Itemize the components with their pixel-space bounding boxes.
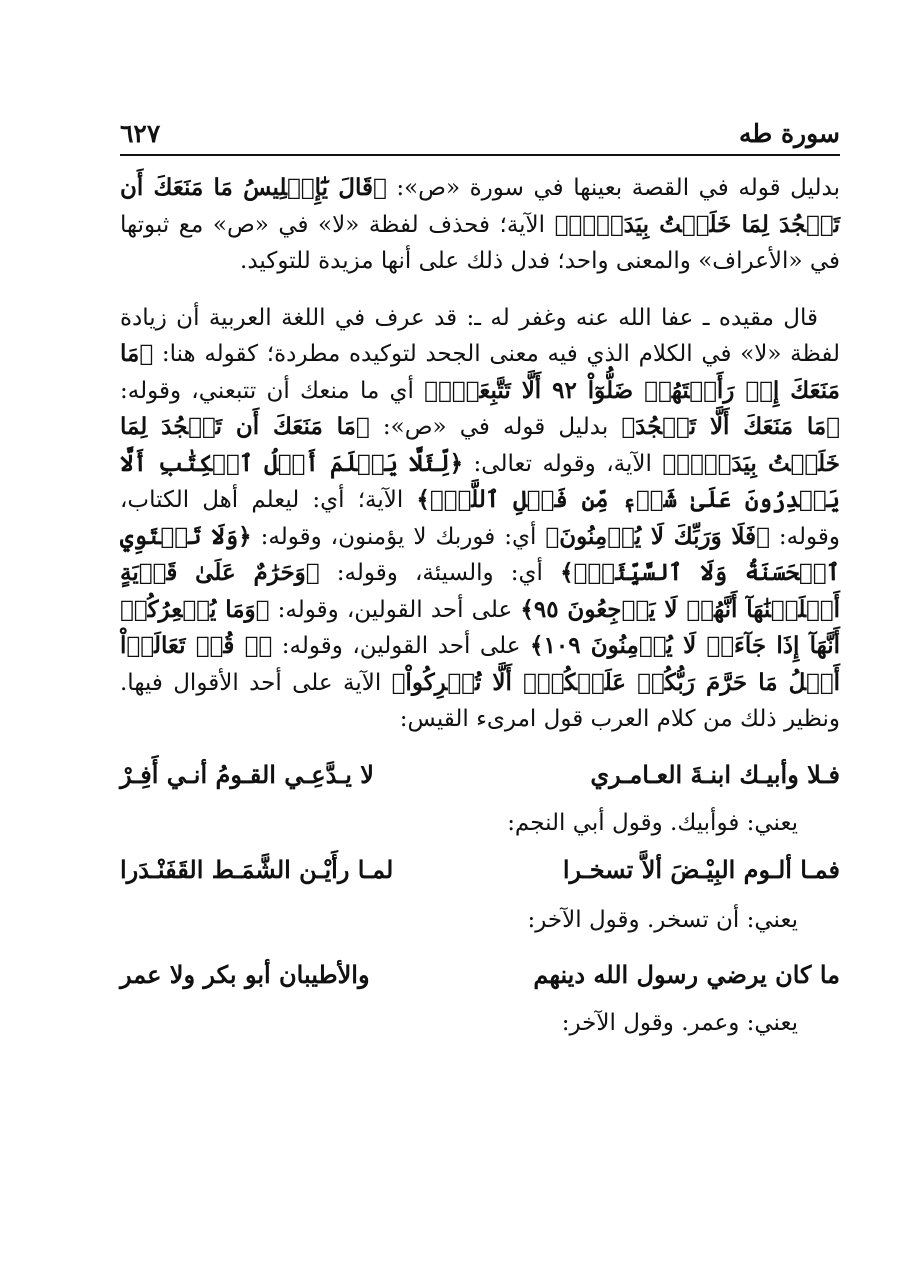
hemistich-left: لا يـدَّعِـي القـومُ أنـي أَفِـرْ bbox=[120, 759, 374, 789]
hemistich-right: فـلا وأبيـك ابنـةَ العـامـري bbox=[590, 759, 840, 789]
paragraph-2 bbox=[120, 300, 840, 738]
quran-verse: ﴿وَمَا يُشۡعِرُكُمۡ أَنَّهَآ إِذَا جَآءَتۡ لَا يُؤۡمِنُونَ ١٠٩﴾ bbox=[120, 595, 840, 659]
quran-verse: ﴿لِّئَلَّا يَعۡلَمَ أَهۡلُ ٱلۡكِتَٰبِ أَلَّا يَقۡدِرُونَ عَلَىٰ شَيۡءٖ مِّن فَضۡلِ ٱللَّهِۙ﴾ bbox=[120, 449, 840, 513]
poetry-verse bbox=[120, 960, 840, 989]
poetry-verse bbox=[120, 855, 840, 884]
text-segment: أي: فوربك لا يؤمنون، وقوله: bbox=[251, 523, 546, 550]
text-segment: الآية؛ أي: ليعلم أهل الكتاب، وقوله: bbox=[120, 487, 840, 550]
hemistich-right: ما كان يرضي رسول الله دينهم bbox=[533, 959, 840, 989]
text-segment: أي: والسيئة، وقوله: bbox=[319, 560, 561, 586]
text-segment: قال مقيده ـ عفا الله عنه وغفر له ـ: قد عرف في اللغة العربية أن زيادة لفظة «لا» في الكلام الذي فيه معنى الجحد لتوكيده مطردة؛ كقوله هنا: bbox=[120, 304, 840, 367]
quran-verse: ﴿قَالَ يَٰٓإِبۡلِيسُ مَا مَنَعَكَ أَن تَسۡجُدَ لِمَا خَلَقۡتُ بِيَدَيَّۖ﴾ bbox=[120, 174, 840, 238]
page-number: ٦٢٧ bbox=[120, 119, 161, 148]
quran-verse: ﴿مَا مَنَعَكَ إِذۡ رَأَيۡتَهُمۡ ضَلُّوٓاْ ٩٢ أَلَّا تَتَّبِعَنِۖ﴾ bbox=[120, 340, 841, 404]
surah-title: سورة طه bbox=[738, 119, 840, 148]
text-segment: الآية على أحد الأقوال فيها. ونظير ذلك من كلام العرب قول امرىء القيس: bbox=[120, 669, 840, 732]
hemistich-left: لمـا رأَيْـن الشَّمَـط القَفَنْـدَرا bbox=[120, 854, 394, 884]
page-header bbox=[120, 108, 840, 156]
verse-commentary: يعني: وعمر. وقول الآخر: bbox=[561, 1009, 798, 1036]
verse-commentary: يعني: أن تسخر. وقول الآخر: bbox=[527, 906, 798, 933]
text-segment: الآية؛ فحذف لفظة «لا» في «ص» مع ثبوتها في «الأعراف» والمعنى واحد؛ فدل ذلك على أنها مزيدة للتوكيد. bbox=[120, 211, 840, 274]
quran-verse: ﴿وَحَرَٰمٌ عَلَىٰ قَرۡيَةٍ أَهۡلَكۡنَٰهَآ أَنَّهُمۡ لَا يَرۡجِعُونَ ٩٥﴾ bbox=[120, 559, 840, 623]
text-segment: على أحد القولين، وقوله: bbox=[269, 596, 521, 623]
text-segment: بدليل قوله في «ص»: bbox=[369, 414, 622, 440]
text-segment: الآية، وقوله تعالى: bbox=[463, 450, 663, 477]
quran-verse: ﴿فَلَا وَرَبِّكَ لَا يُؤۡمِنُونَ﴾ bbox=[545, 522, 770, 550]
quran-verse: ﴿وَلَا تَسۡتَوِي ٱلۡحَسَنَةُ وَلَا ٱلسَّيِّئَةُۚ﴾ bbox=[120, 522, 840, 586]
verse-commentary: يعني: فوأبيك. وقول أبي النجم: bbox=[507, 809, 798, 836]
page bbox=[120, 108, 840, 1041]
text-segment: على أحد القولين، وقوله: bbox=[272, 633, 530, 659]
hemistich-right: فمـا ألـوم البِيْـضَ ألاَّ تسخـرا bbox=[562, 854, 840, 884]
quran-verse: ﴿مَا مَنَعَكَ أَلَّا تَسۡجُدَ﴾ bbox=[621, 413, 840, 440]
text-segment: أي ما منعك أن تتبعني، وقوله: bbox=[120, 377, 425, 404]
quran-verse: ﴿مَا مَنَعَكَ أَن تَسۡجُدَ لِمَا خَلَقۡتُ بِيَدَيَّۖ﴾ bbox=[120, 413, 840, 477]
hemistich-left: والأطيبان أبو بكر ولا عمر bbox=[120, 959, 370, 989]
poetry-verse bbox=[120, 760, 840, 789]
text-segment: بدليل قوله في القصة بعينها في سورة «ص»: bbox=[386, 175, 840, 201]
quran-verse: ﴿۞ قُلۡ تَعَالَوۡاْ أَتۡلُ مَا حَرَّمَ رَبُّكُمۡ عَلَيۡكُمۡۖ أَلَّا تُشۡرِكُواْ﴾ bbox=[120, 632, 841, 696]
paragraph-1 bbox=[120, 170, 840, 280]
